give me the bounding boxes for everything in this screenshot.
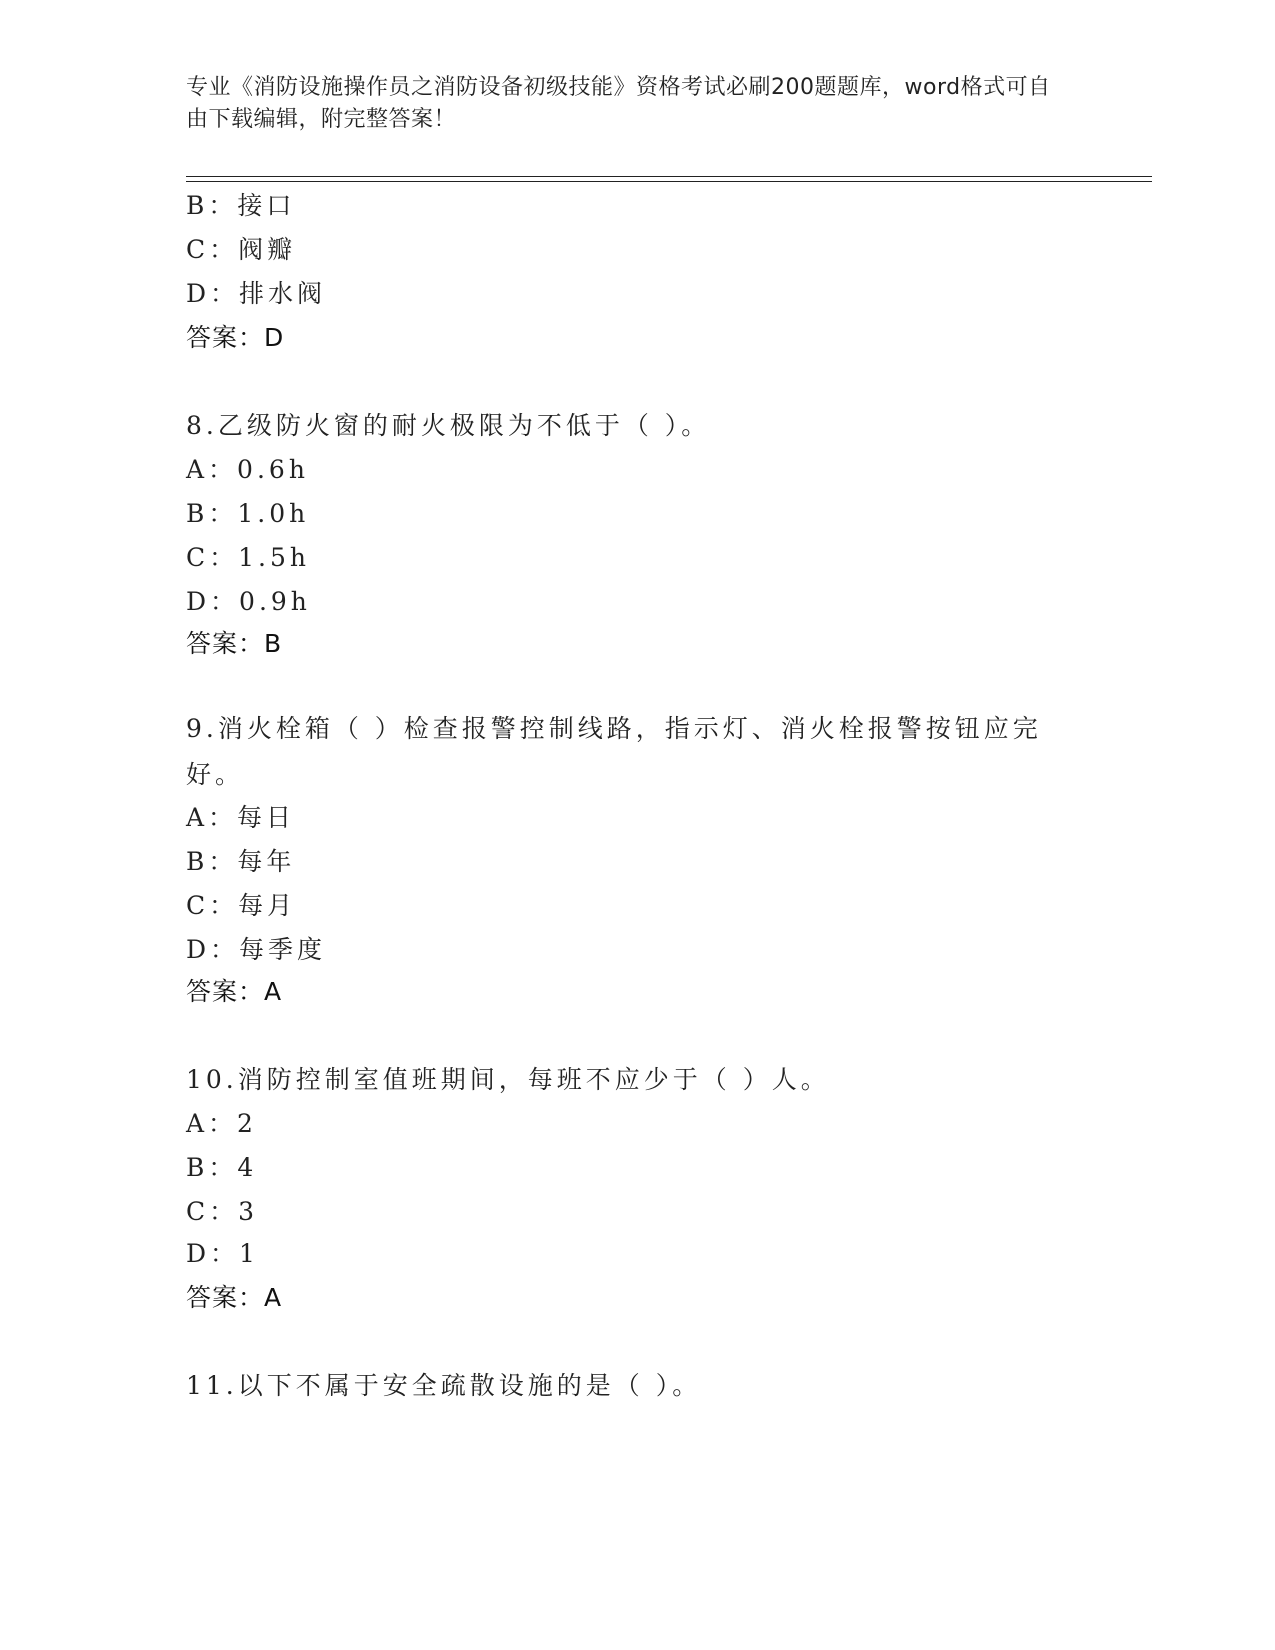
option-c: C：阀瓣 [186, 235, 297, 264]
header-rule-top [186, 176, 1152, 177]
header-rule-bottom [186, 181, 1152, 182]
q8-option-a: A：0.6h [186, 455, 309, 484]
q8-option-d: D：0.9h [186, 587, 311, 616]
option-d: D：排水阀 [186, 279, 327, 308]
answer: 答案：D [186, 323, 285, 352]
question-9: 9.消火栓箱（ ）检查报警控制线路，指示灯、消火栓报警按钮应完好。 [186, 714, 1042, 789]
q8-option-b: B：1.0h [186, 499, 310, 528]
q9-option-c: C：每月 [186, 891, 297, 920]
q9-option-d: D：每季度 [186, 935, 327, 964]
document-header: 专业《消防设施操作员之消防设备初级技能》资格考试必刷200题题库，word格式可自由下载编辑，附完整答案！ [186, 75, 1051, 132]
q10-answer: 答案：A [186, 1283, 283, 1312]
question-11: 11.以下不属于安全疏散设施的是（ ）。 [186, 1371, 702, 1400]
q8-answer: 答案：B [186, 629, 283, 658]
q9-answer: 答案：A [186, 977, 283, 1006]
q10-option-b: B：4 [186, 1153, 258, 1182]
q8-option-c: C：1.5h [186, 543, 310, 572]
q9-option-a: A：每日 [186, 803, 296, 832]
q10-option-a: A：2 [186, 1109, 257, 1138]
q10-option-d: D：1 [186, 1239, 259, 1268]
question-8: 8.乙级防火窗的耐火极限为不低于（ ）。 [186, 411, 711, 440]
question-10: 10.消防控制室值班期间，每班不应少于（ ）人。 [186, 1065, 830, 1094]
q10-option-c: C：3 [186, 1197, 259, 1226]
q9-option-b: B：每年 [186, 847, 296, 876]
option-b: B：接口 [186, 191, 296, 220]
